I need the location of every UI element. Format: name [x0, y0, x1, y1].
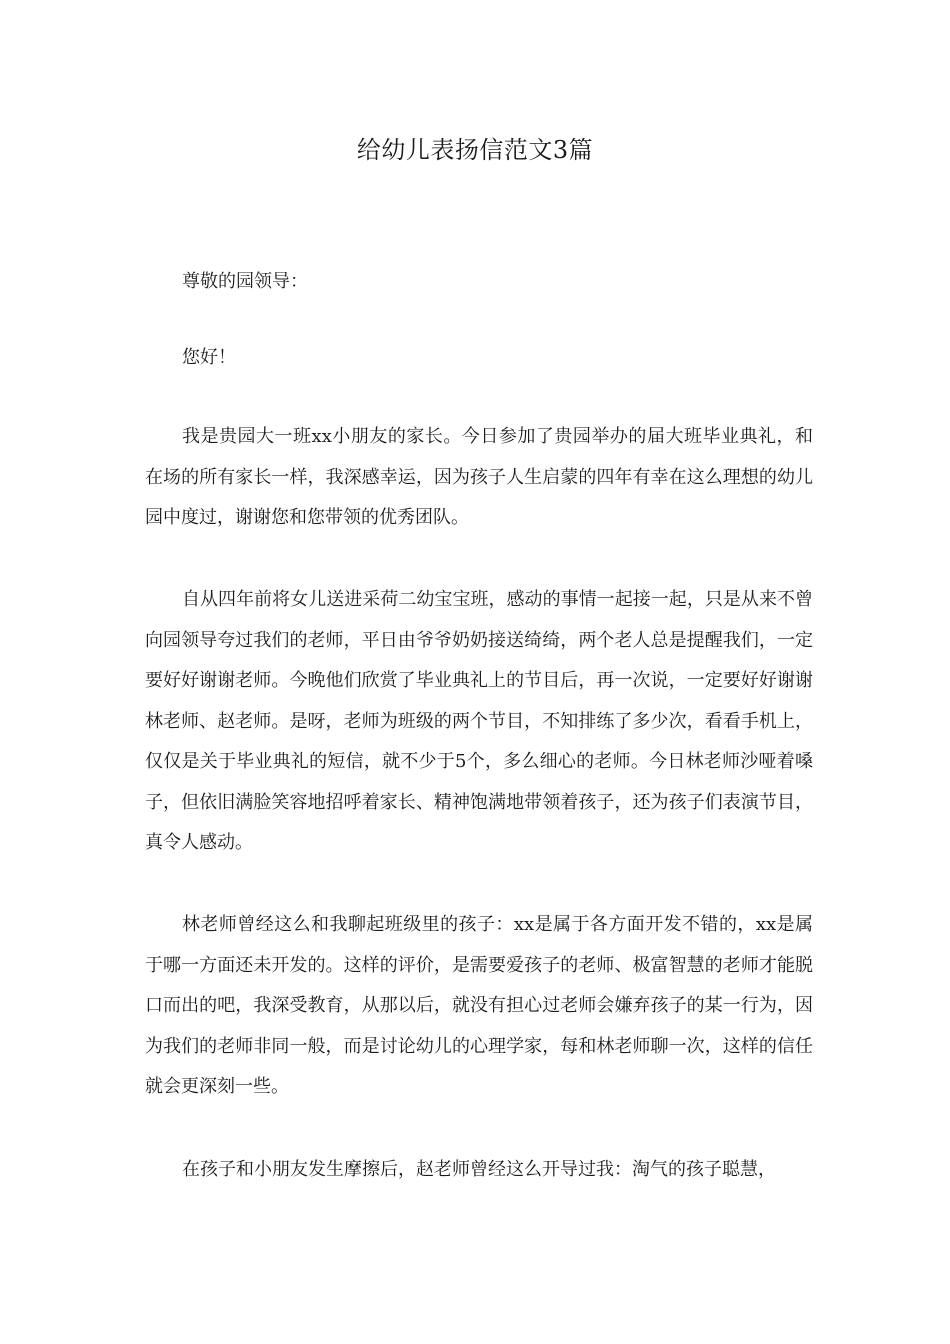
greeting: 您好！	[182, 347, 236, 368]
paragraph-block-4	[145, 1150, 813, 1191]
paragraph-block-3	[145, 905, 813, 1108]
paragraph-block-1	[145, 417, 813, 539]
salutation: 尊敬的园领导：	[182, 271, 308, 292]
paragraph-3: 林老师曾经这么和我聊起班级里的孩子：xx是属于各方面开发不错的，xx是属于哪一方面还未开发的。这样的评价，是需要爱孩子的老师、极富智慧的老师才能脱口而出的吧，我深受教育，从那以后，就没有担心过老师会嫌弃孩子的某一行为，因为我们的老师非同一般，而是讨论幼儿的心理学家，每和林老师聊一次，这样的信任就会更深刻一些。	[145, 914, 813, 1097]
paragraph-block-2	[145, 580, 813, 864]
salutation-block	[145, 262, 813, 303]
document-title: 给幼儿表扬信范文3篇	[356, 136, 594, 164]
paragraph-2: 自从四年前将女儿送进采荷二幼宝宝班，感动的事情一起接一起，只是从来不曾向园领导夸过我们的老师，平日由爷爷奶奶接送绮绮，两个老人总是提醒我们，一定要好好谢谢老师。今晚他们欣赏了毕业典礼上的节目后，再一次说，一定要好好谢谢林老师、赵老师。是呀，老师为班级的两个节目，不知排练了多少次，看看手机上，仅仅是关于毕业典礼的短信，就不少于5个，多么细心的老师。今日林老师沙哑着嗓子，但依旧满脸笑容地招呼着家长、精神饱满地带领着孩子，还为孩子们表演节目，真令人感动。	[145, 589, 813, 853]
paragraph-1: 我是贵园大一班xx小朋友的家长。今日参加了贵园举办的届大班毕业典礼，和在场的所有家长一样，我深感幸运，因为孩子人生启蒙的四年有幸在这么理想的幼儿园中度过，谢谢您和您带领的优秀团队。	[145, 426, 813, 528]
greeting-block	[145, 338, 813, 379]
paragraph-4: 在孩子和小朋友发生摩擦后，赵老师曾经这么开导过我：淘气的孩子聪慧，	[182, 1159, 776, 1180]
